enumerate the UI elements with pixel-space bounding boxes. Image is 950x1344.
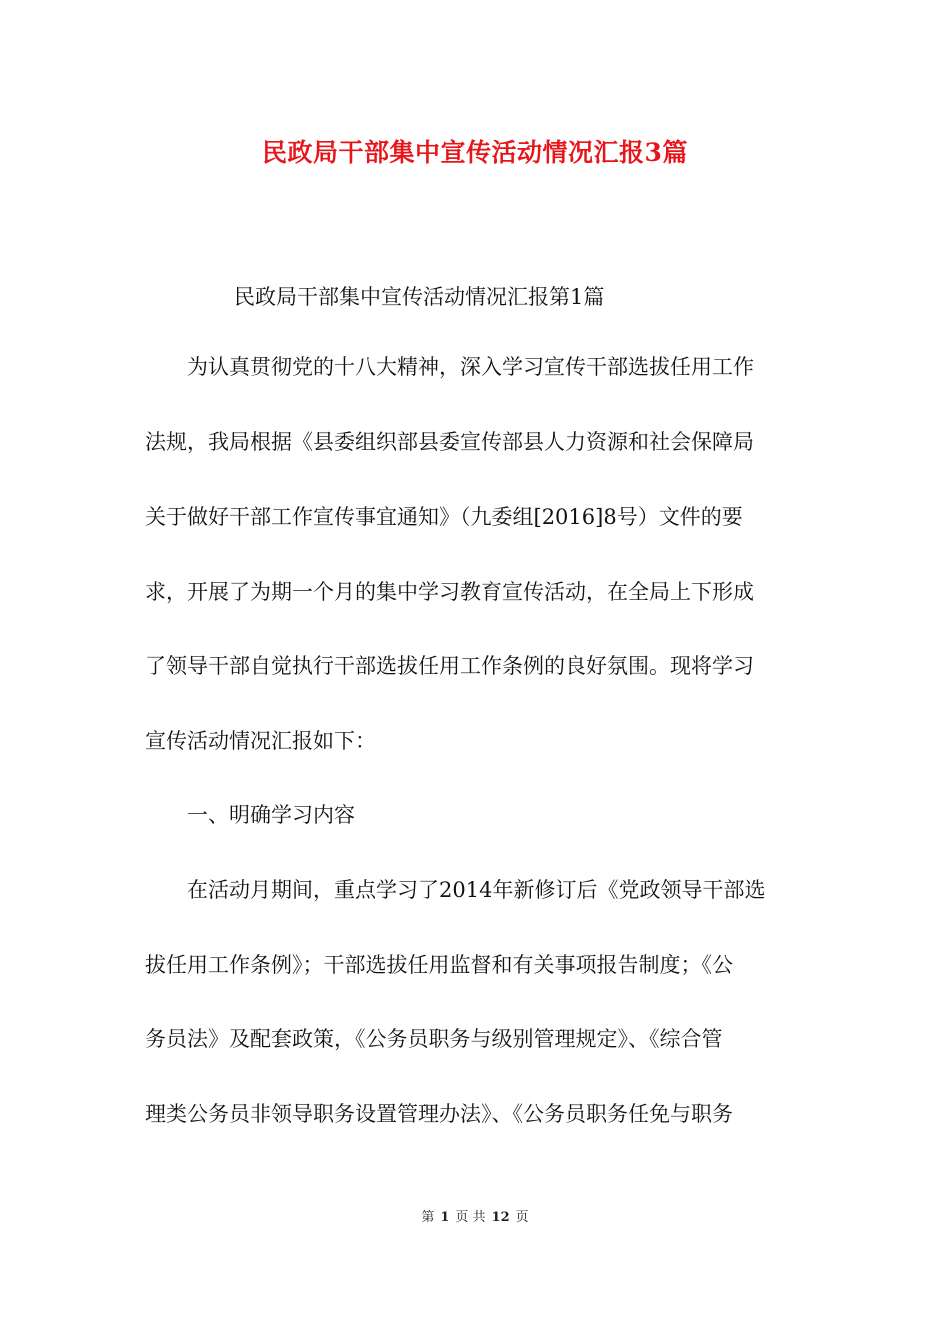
page-footer <box>0 1209 950 1227</box>
paragraph-line: 了领导干部自觉执行干部选拔任用工作条例的良好氛围。现将学习 <box>145 654 754 678</box>
paragraph-line: 求，开展了为期一个月的集中学习教育宣传活动，在全局上下形成 <box>145 580 754 604</box>
paragraph-line: 务员法》及配套政策，《公务员职务与级别管理规定》、《综合管 <box>145 1027 723 1051</box>
current-page-number: 1 <box>440 1210 450 1225</box>
footer-suffix: 页 <box>515 1210 529 1225</box>
section-subtitle: 民政局干部集中宣传活动情况汇报第1篇 <box>234 285 605 309</box>
section-heading: 一、明确学习内容 <box>145 803 355 827</box>
paragraph-line: 在活动月期间，重点学习了2014年新修订后《党政领导干部选 <box>145 878 766 902</box>
total-pages-number: 12 <box>491 1210 510 1225</box>
paragraph-line: 拔任用工作条例》；干部选拔任用监督和有关事项报告制度；《公 <box>145 953 733 977</box>
paragraph-line: 为认真贯彻党的十八大精神，深入学习宣传干部选拔任用工作 <box>145 355 754 379</box>
paragraph-line: 法规，我局根据《县委组织部县委宣传部县人力资源和社会保障局 <box>145 430 754 454</box>
paragraph-line: 理类公务员非领导职务设置管理办法》、《公务员职务任免与职务 <box>145 1102 733 1126</box>
footer-prefix: 第 <box>421 1210 435 1225</box>
footer-mid: 页 共 <box>455 1210 486 1225</box>
paragraph-line: 关于做好干部工作宣传事宜通知》（九委组[2016]8号）文件的要 <box>145 505 743 529</box>
paragraph-line: 宣传活动情况汇报如下： <box>145 729 376 753</box>
document-title: 民政局干部集中宣传活动情况汇报3篇 <box>262 138 688 167</box>
